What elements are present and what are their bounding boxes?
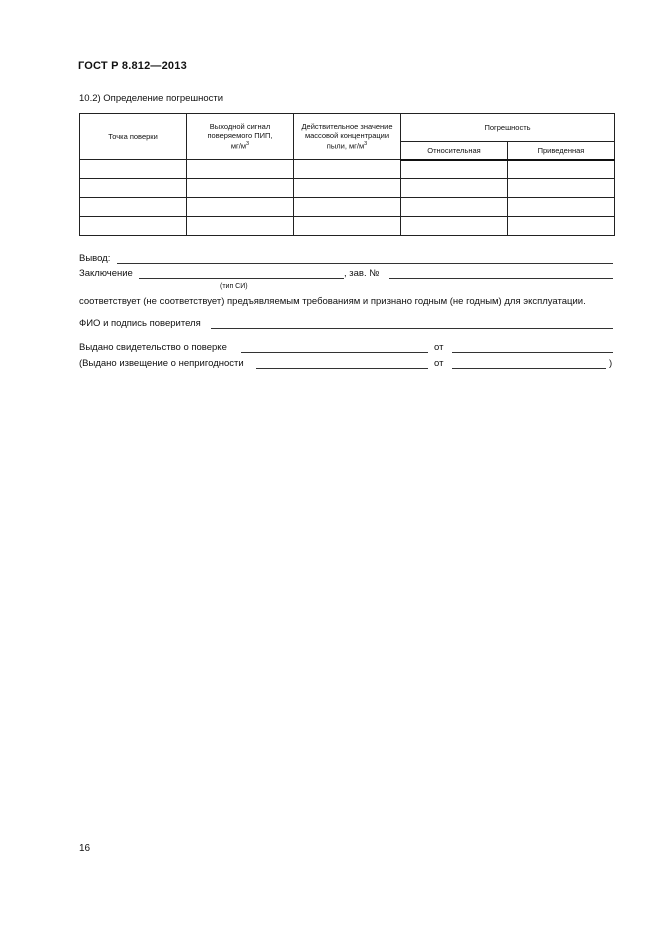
certificate-number-field[interactable] <box>241 352 428 353</box>
table-cell[interactable] <box>80 160 187 179</box>
table-cell[interactable] <box>294 160 401 179</box>
table-cell[interactable] <box>187 198 294 217</box>
conclusion-field[interactable] <box>117 263 613 264</box>
table-cell[interactable] <box>80 217 187 236</box>
table-cell[interactable] <box>508 179 615 198</box>
table-row <box>80 160 615 179</box>
serial-number-field[interactable] <box>389 278 613 279</box>
signature-field[interactable] <box>211 328 613 329</box>
table-cell[interactable] <box>401 179 508 198</box>
table-cell[interactable] <box>187 179 294 198</box>
table-cell[interactable] <box>80 179 187 198</box>
compliance-text: соответствует (не соответствует) предъявляемым требованиям и признано годным (не годным) для эксплуатации. <box>79 296 586 307</box>
table-cell[interactable] <box>294 217 401 236</box>
col-verification-point: Точка поверки <box>80 114 187 160</box>
notice-date-label: от <box>434 358 444 369</box>
verdict-label: Заключение <box>79 268 133 279</box>
table-cell[interactable] <box>294 198 401 217</box>
section-title: 10.2) Определение погрешности <box>79 93 224 104</box>
table-row <box>80 217 615 236</box>
signature-label: ФИО и подпись поверителя <box>79 318 201 329</box>
table-cell[interactable] <box>401 160 508 179</box>
certificate-date-label: от <box>434 342 444 353</box>
col-reduced-error: Приведенная <box>508 142 615 160</box>
table-cell[interactable] <box>401 217 508 236</box>
certificate-label: Выдано свидетельство о поверке <box>79 342 227 353</box>
page-number: 16 <box>79 843 91 854</box>
instrument-type-field[interactable] <box>139 278 344 279</box>
table-cell[interactable] <box>80 198 187 217</box>
table-cell[interactable] <box>401 198 508 217</box>
instrument-type-caption: (тип СИ) <box>220 283 248 290</box>
serial-number-label: , зав. № <box>344 268 380 279</box>
table-cell[interactable] <box>508 217 615 236</box>
col-actual-concentration: Действительное значение массовой концентрации пыли, $мг/м^3$ <box>294 114 401 160</box>
notice-label: (Выдано извещение о непригодности <box>79 358 244 369</box>
error-table <box>79 113 615 236</box>
col-relative-error: Относительная <box>401 142 508 160</box>
table-cell[interactable] <box>508 198 615 217</box>
col-output-signal: Выходной сигнал поверяемого ПИП, $мг/м^3$ <box>187 114 294 160</box>
table-row <box>80 179 615 198</box>
closing-paren: ) <box>609 358 613 369</box>
conclusion-label: Вывод: <box>79 253 111 264</box>
col-error-group: Погрешность <box>401 114 615 142</box>
table-cell[interactable] <box>508 160 615 179</box>
table-cell[interactable] <box>187 160 294 179</box>
table-cell[interactable] <box>294 179 401 198</box>
notice-date-field[interactable] <box>452 368 606 369</box>
document-header: ГОСТ Р 8.812—2013 <box>78 60 187 72</box>
table-cell[interactable] <box>187 217 294 236</box>
notice-number-field[interactable] <box>256 368 428 369</box>
certificate-date-field[interactable] <box>452 352 613 353</box>
table-row <box>80 198 615 217</box>
